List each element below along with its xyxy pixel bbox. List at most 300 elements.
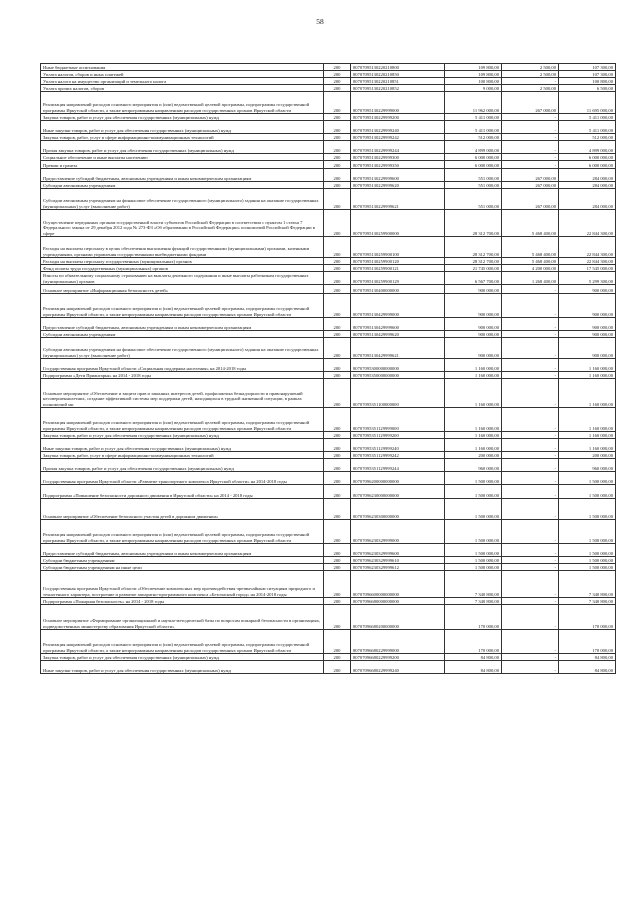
row-amount-cell: 551 000,00: [445, 169, 502, 182]
row-total-cell: 22 844 300,00: [559, 237, 616, 258]
row-kbk-cell: 80707096230329999600: [351, 544, 445, 557]
row-amount-cell: 6 000 000,00: [445, 161, 502, 169]
row-change-cell: -: [502, 661, 559, 674]
row-amount-cell: 1 160 000,00: [445, 439, 502, 452]
row-amount-cell: 1 500 000,00: [445, 499, 502, 520]
row-kbk-cell: 80707095130229999240: [351, 121, 445, 134]
row-name-cell: Основное мероприятие «Формирование организационной и научно-методической базы по вопросам пожарной безопасности в организациях, подведомственных министерству образования Иркутской области»: [41, 605, 324, 630]
table-row: [41, 459, 616, 472]
row-code-cell: 200: [324, 294, 351, 318]
row-name-cell: Реализация направлений расходов основного мероприятия и (или) ведомственной целевой программы, подпрограммы государственной программы Иркутской области, а также непрограммным направлениям расходов государственных органов Иркутской области: [41, 520, 324, 544]
row-code-cell: 200: [324, 359, 351, 372]
row-total-cell: 1 500 000,00: [559, 544, 616, 557]
row-kbk-cell: 80707096230329999610: [351, 557, 445, 564]
row-name-cell: Прочая закупка товаров, работ и услуг для обеспечения государственных (муниципальных) нужд: [41, 459, 324, 472]
row-kbk-cell: 80707095130229999620: [351, 182, 445, 189]
row-amount-cell: 1 160 000,00: [445, 379, 502, 408]
row-kbk-cell: 80707095130429999620: [351, 331, 445, 338]
row-code-cell: 200: [324, 544, 351, 557]
table-row: [41, 71, 616, 78]
row-change-cell: -: [502, 338, 559, 359]
row-change-cell: 267 000,00: [502, 92, 559, 114]
row-amount-cell: 900 000,00: [445, 331, 502, 338]
row-code-cell: 200: [324, 472, 351, 485]
row-change-cell: 2 500,00: [502, 64, 559, 71]
table-row: [41, 379, 616, 408]
row-amount-cell: 4 899 000,00: [445, 141, 502, 154]
table-row: [41, 285, 616, 294]
row-amount-cell: 1 160 000,00: [445, 408, 502, 432]
row-name-cell: Реализация направлений расходов основного мероприятия и (или) ведомственной целевой программы, подпрограммы государственной программы Иркутской области, а также непрограммным направлениям расходов государственных органов Иркутской области: [41, 408, 324, 432]
row-kbk-cell: 80707095130229999200: [351, 114, 445, 121]
table-row: [41, 452, 616, 459]
row-name-cell: Подпрограмма «Повышение безопасности дорожного движения в Иркутской области» на 2014 - 2018 годы: [41, 485, 324, 499]
row-kbk-cell: 80707095130259900100: [351, 237, 445, 258]
row-total-cell: 1 160 000,00: [559, 359, 616, 372]
row-name-cell: Предоставление субсидий бюджетным, автономным учреждениям и иным некоммерческим организациям: [41, 169, 324, 182]
row-kbk-cell: 80707095130259900121: [351, 265, 445, 272]
table-row: [41, 485, 616, 499]
row-name-cell: Предоставление субсидий бюджетным, автономным учреждениям и иным некоммерческим организациям: [41, 318, 324, 331]
row-name-cell: Осуществление переданных органам государственной власти субъектов Российской Федерации в соответствии с пунктом 1 статьи 7 Федерального закона от 29 декабря 2012 года № 273-ФЗ «Об образовании в Российской Федерации» полномочий Российской Федерации в сфере: [41, 210, 324, 237]
table-row: [41, 499, 616, 520]
row-kbk-cell: 80707095130400000000: [351, 285, 445, 294]
row-change-cell: -: [502, 544, 559, 557]
table-row: [41, 85, 616, 92]
row-code-cell: 200: [324, 161, 351, 169]
row-code-cell: 200: [324, 452, 351, 459]
row-name-cell: Иные закупки товаров, работ и услуг для обеспечения государственных (муниципальных) нужд: [41, 661, 324, 674]
row-kbk-cell: 80707095130259900129: [351, 272, 445, 285]
row-amount-cell: 5 411 000,00: [445, 121, 502, 134]
row-change-cell: -: [502, 78, 559, 85]
row-name-cell: Уплата прочих налогов, сборов: [41, 85, 324, 92]
row-code-cell: 200: [324, 654, 351, 661]
row-amount-cell: 1 500 000,00: [445, 557, 502, 564]
row-change-cell: -: [502, 571, 559, 598]
row-amount-cell: 551 000,00: [445, 182, 502, 189]
row-kbk-cell: 80707095351129999242: [351, 452, 445, 459]
row-amount-cell: 960 000,00: [445, 459, 502, 472]
row-code-cell: 200: [324, 661, 351, 674]
row-amount-cell: 1 160 000,00: [445, 372, 502, 379]
row-total-cell: 284 000,00: [559, 169, 616, 182]
row-name-cell: Субсидии автономным учреждениям: [41, 331, 324, 338]
row-name-cell: Иные бюджетные ассигнования: [41, 64, 324, 71]
row-name-cell: Прочая закупка товаров, работ и услуг для обеспечения государственных (муниципальных) нужд: [41, 141, 324, 154]
row-total-cell: 1 500 000,00: [559, 557, 616, 564]
table-row: [41, 331, 616, 338]
row-change-cell: -: [502, 564, 559, 571]
table-row: [41, 114, 616, 121]
row-name-cell: Основное мероприятие «Информационная безопасность детей»: [41, 285, 324, 294]
row-code-cell: 200: [324, 571, 351, 598]
row-change-cell: 2 500,00: [502, 85, 559, 92]
row-name-cell: Подпрограмма «Пожарная безопасность» на 2014 - 2018 годы: [41, 598, 324, 605]
row-kbk-cell: 80707095130220210800: [351, 64, 445, 71]
row-total-cell: 900 000,00: [559, 331, 616, 338]
row-total-cell: 22 844 300,00: [559, 258, 616, 265]
row-amount-cell: 1 500 000,00: [445, 520, 502, 544]
row-total-cell: 1 500 000,00: [559, 499, 616, 520]
row-name-cell: Субсидии автономным учреждениям на финансовое обеспечение государственного (муниципального) задания на оказание государственных (муниципальных) услуг (выполнение работ): [41, 189, 324, 210]
table-row: [41, 121, 616, 134]
row-code-cell: 200: [324, 318, 351, 331]
row-amount-cell: 900 000,00: [445, 318, 502, 331]
row-total-cell: 1 160 000,00: [559, 432, 616, 439]
table-row: [41, 92, 616, 114]
row-total-cell: 1 160 000,00: [559, 408, 616, 432]
row-code-cell: 200: [324, 154, 351, 161]
row-total-cell: 900 000,00: [559, 338, 616, 359]
row-code-cell: 200: [324, 520, 351, 544]
table-row: [41, 237, 616, 258]
row-total-cell: 170 000,00: [559, 605, 616, 630]
table-row: [41, 564, 616, 571]
row-amount-cell: 6 567 700,00: [445, 272, 502, 285]
row-amount-cell: 5 411 000,00: [445, 114, 502, 121]
row-code-cell: 200: [324, 564, 351, 571]
row-amount-cell: 21 745 000,00: [445, 265, 502, 272]
row-kbk-cell: 80707095351129999200: [351, 432, 445, 439]
row-change-cell: -: [502, 318, 559, 331]
row-amount-cell: 900 000,00: [445, 338, 502, 359]
row-change-cell: -: [502, 114, 559, 121]
row-total-cell: 5 411 000,00: [559, 114, 616, 121]
row-name-cell: Государственная программа Иркутской области «Развитие транспортного комплекса Иркутской области» на 2014-2018 годы: [41, 472, 324, 485]
row-name-cell: Иные закупки товаров, работ и услуг для обеспечения государственных (муниципальных) нужд: [41, 121, 324, 134]
row-code-cell: 200: [324, 630, 351, 654]
row-change-cell: 267 000,00: [502, 189, 559, 210]
row-kbk-cell: 80707096200000000000: [351, 472, 445, 485]
row-kbk-cell: 80707095130429999621: [351, 338, 445, 359]
row-amount-cell: 170 000,00: [445, 605, 502, 630]
row-change-cell: -: [502, 520, 559, 544]
row-total-cell: 1 160 000,00: [559, 439, 616, 452]
row-change-cell: -: [502, 154, 559, 161]
row-kbk-cell: 80707095351129999244: [351, 459, 445, 472]
row-kbk-cell: 80707096230300000000: [351, 499, 445, 520]
row-kbk-cell: 80707095351129999000: [351, 408, 445, 432]
row-total-cell: 512 000,00: [559, 134, 616, 141]
row-total-cell: 1 500 000,00: [559, 564, 616, 571]
row-change-cell: -: [502, 141, 559, 154]
row-amount-cell: 7 340 800,00: [445, 598, 502, 605]
row-code-cell: 200: [324, 64, 351, 71]
row-kbk-cell: 80707096680229999240: [351, 661, 445, 674]
row-amount-cell: 6 000 000,00: [445, 154, 502, 161]
row-name-cell: Реализация направлений расходов основного мероприятия и (или) ведомственной целевой программы, подпрограммы государственной программы Иркутской области, а также непрограммным направлениям расходов государственных органов Иркутской области: [41, 630, 324, 654]
row-code-cell: 200: [324, 338, 351, 359]
row-code-cell: 200: [324, 598, 351, 605]
row-code-cell: 200: [324, 189, 351, 210]
row-kbk-cell: 80707095130229999600: [351, 169, 445, 182]
row-amount-cell: 1 500 000,00: [445, 564, 502, 571]
table-row: [41, 189, 616, 210]
row-amount-cell: 100 800,00: [445, 78, 502, 85]
row-name-cell: Закупка товаров, работ и услуг для обеспечения государственных (муниципальных) нужд: [41, 432, 324, 439]
row-name-cell: Субсидии автономным учреждениям: [41, 182, 324, 189]
table-row: [41, 598, 616, 605]
row-kbk-cell: 80707095300000000000: [351, 359, 445, 372]
row-name-cell: Предоставление субсидий бюджетным, автономным учреждениям и иным некоммерческим организациям: [41, 544, 324, 557]
row-total-cell: 900 000,00: [559, 285, 616, 294]
row-code-cell: 200: [324, 265, 351, 272]
row-code-cell: 200: [324, 85, 351, 92]
row-code-cell: 200: [324, 210, 351, 237]
row-code-cell: 200: [324, 272, 351, 285]
row-change-cell: 2 500,00: [502, 71, 559, 78]
row-change-cell: -: [502, 630, 559, 654]
row-kbk-cell: 80707095130229999350: [351, 161, 445, 169]
row-total-cell: 170 000,00: [559, 630, 616, 654]
row-total-cell: 5 411 000,00: [559, 121, 616, 134]
row-change-cell: 5 468 400,00: [502, 237, 559, 258]
table-row: [41, 141, 616, 154]
row-amount-cell: 1 500 000,00: [445, 485, 502, 499]
table-row: [41, 318, 616, 331]
row-kbk-cell: 80707095130229999000: [351, 92, 445, 114]
table-row: [41, 557, 616, 564]
row-kbk-cell: 80707096230000000000: [351, 485, 445, 499]
row-amount-cell: 1 160 000,00: [445, 359, 502, 372]
row-amount-cell: 1 160 000,00: [445, 432, 502, 439]
row-name-cell: Закупка товаров, работ и услуг для обеспечения государственных (муниципальных) нужд: [41, 654, 324, 661]
row-total-cell: 1 160 000,00: [559, 372, 616, 379]
row-name-cell: Взносы по обязательному социальному страхованию на выплаты денежного содержания и иные выплаты работникам государственных (муниципальных) органов: [41, 272, 324, 285]
row-total-cell: 1 500 000,00: [559, 472, 616, 485]
row-change-cell: 267 000,00: [502, 182, 559, 189]
row-change-cell: -: [502, 379, 559, 408]
row-name-cell: Социальное обеспечение и иные выплаты населению: [41, 154, 324, 161]
row-change-cell: 267 000,00: [502, 169, 559, 182]
row-code-cell: 200: [324, 499, 351, 520]
table-row: [41, 169, 616, 182]
table-row: [41, 544, 616, 557]
table-row: [41, 654, 616, 661]
row-code-cell: 200: [324, 285, 351, 294]
row-kbk-cell: 80707096680000000000: [351, 598, 445, 605]
table-row: [41, 605, 616, 630]
table-row: [41, 210, 616, 237]
row-total-cell: 6 500,00: [559, 85, 616, 92]
row-total-cell: 7 340 800,00: [559, 598, 616, 605]
table-row: [41, 432, 616, 439]
row-change-cell: -: [502, 499, 559, 520]
row-total-cell: 960 000,00: [559, 459, 616, 472]
row-code-cell: 200: [324, 114, 351, 121]
row-kbk-cell: 80707095350000000000: [351, 372, 445, 379]
row-total-cell: 11 695 000,00: [559, 92, 616, 114]
row-amount-cell: 109 800,00: [445, 71, 502, 78]
row-name-cell: Премии и гранты: [41, 161, 324, 169]
table-row: [41, 571, 616, 598]
row-name-cell: Реализация направлений расходов основного мероприятия и (или) ведомственной целевой программы, подпрограммы государственной программы Иркутской области, а также непрограммным направлениям расходов государственных органов Иркутской области: [41, 294, 324, 318]
row-name-cell: Иные закупки товаров, работ и услуг для обеспечения государственных (муниципальных) нужд: [41, 439, 324, 452]
row-change-cell: -: [502, 161, 559, 169]
row-kbk-cell: 80707095130259900120: [351, 258, 445, 265]
row-code-cell: 200: [324, 237, 351, 258]
table-row: [41, 439, 616, 452]
row-code-cell: 200: [324, 459, 351, 472]
table-row: [41, 258, 616, 265]
row-change-cell: -: [502, 331, 559, 338]
row-amount-cell: 200 000,00: [445, 452, 502, 459]
budget-table-body: [41, 64, 616, 674]
row-code-cell: 200: [324, 134, 351, 141]
row-code-cell: 200: [324, 258, 351, 265]
row-amount-cell: 84 800,00: [445, 661, 502, 674]
row-name-cell: Расходы на выплаты персоналу в целях обеспечения выполнения функций государственными (муниципальными) органами, казенными учреждениями, органами управления государственными внебюджетными фондами: [41, 237, 324, 258]
row-code-cell: 200: [324, 379, 351, 408]
row-name-cell: Закупка товаров, работ, услуг в сфере информационно-коммуникационных технологий: [41, 452, 324, 459]
row-name-cell: Государственная программа Иркутской области «Социальная поддержка населения» на 2014-2018 годы: [41, 359, 324, 372]
row-total-cell: 6 000 000,00: [559, 161, 616, 169]
table-row: [41, 661, 616, 674]
row-amount-cell: 512 000,00: [445, 134, 502, 141]
table-row: [41, 161, 616, 169]
table-row: [41, 64, 616, 71]
row-change-cell: 5 468 400,00: [502, 210, 559, 237]
row-amount-cell: 9 000,00: [445, 85, 502, 92]
table-row: [41, 272, 616, 285]
row-name-cell: Основное мероприятие «Обеспечение безопасного участия детей в дорожном движении»: [41, 499, 324, 520]
row-amount-cell: 11 962 000,00: [445, 92, 502, 114]
row-code-cell: 200: [324, 439, 351, 452]
row-code-cell: 200: [324, 71, 351, 78]
row-total-cell: 107 300,00: [559, 71, 616, 78]
row-code-cell: 200: [324, 121, 351, 134]
row-total-cell: 200 000,00: [559, 452, 616, 459]
row-change-cell: -: [502, 598, 559, 605]
row-name-cell: Подпрограмма «Дети Приангарья» на 2014 - 2018 годы: [41, 372, 324, 379]
row-name-cell: Закупка товаров, работ и услуг для обеспечения государственных (муниципальных) нужд: [41, 114, 324, 121]
row-name-cell: Субсидии бюджетным учреждениям: [41, 557, 324, 564]
row-total-cell: 900 000,00: [559, 318, 616, 331]
row-amount-cell: 1 500 000,00: [445, 544, 502, 557]
row-change-cell: -: [502, 432, 559, 439]
row-total-cell: 4 899 000,00: [559, 141, 616, 154]
table-row: [41, 359, 616, 372]
row-code-cell: 200: [324, 78, 351, 85]
table-row: [41, 338, 616, 359]
row-name-cell: Уплата налога на имущество организаций и земельного налога: [41, 78, 324, 85]
table-row: [41, 154, 616, 161]
row-name-cell: Реализация направлений расходов основного мероприятия и (или) ведомственной целевой программы, подпрограммы государственной программы Иркутской области, а также непрограммным направлениям расходов государственных органов Иркутской области: [41, 92, 324, 114]
table-row: [41, 182, 616, 189]
table-row: [41, 520, 616, 544]
row-change-cell: -: [502, 294, 559, 318]
budget-table: [40, 63, 616, 674]
row-amount-cell: 28 312 700,00: [445, 210, 502, 237]
row-kbk-cell: 80707096680229999000: [351, 630, 445, 654]
row-code-cell: 200: [324, 182, 351, 189]
table-row: [41, 630, 616, 654]
row-kbk-cell: 80707096680229999200: [351, 654, 445, 661]
table-row: [41, 408, 616, 432]
row-total-cell: 84 800,00: [559, 661, 616, 674]
row-code-cell: 200: [324, 432, 351, 439]
row-change-cell: -: [502, 372, 559, 379]
row-code-cell: 200: [324, 141, 351, 154]
row-change-cell: -: [502, 439, 559, 452]
row-change-cell: -: [502, 408, 559, 432]
row-kbk-cell: 80707095130229999242: [351, 134, 445, 141]
row-name-cell: Основное мероприятие «Обеспечение и защита прав и законных интересов детей, профилактика безнадзорности и правонарушений несовершеннолетних, создание эффективной системы мер поддержки детей, находящихся в трудной жизненной ситуации, в рамках полномочий ми: [41, 379, 324, 408]
row-amount-cell: 551 000,00: [445, 189, 502, 210]
row-code-cell: 200: [324, 372, 351, 379]
row-kbk-cell: 80707096230329999612: [351, 564, 445, 571]
row-kbk-cell: 80707095130259900000: [351, 210, 445, 237]
row-kbk-cell: 80707095130429999000: [351, 294, 445, 318]
row-change-cell: -: [502, 285, 559, 294]
row-amount-cell: 109 800,00: [445, 64, 502, 71]
row-change-cell: -: [502, 485, 559, 499]
row-name-cell: Фонд оплаты труда государственных (муниципальных) органов: [41, 265, 324, 272]
row-total-cell: 284 000,00: [559, 189, 616, 210]
row-kbk-cell: 80707096680200000000: [351, 605, 445, 630]
row-change-cell: 1 268 400,00: [502, 272, 559, 285]
row-total-cell: 1 500 000,00: [559, 520, 616, 544]
row-code-cell: 200: [324, 485, 351, 499]
row-amount-cell: 28 312 700,00: [445, 258, 502, 265]
row-change-cell: -: [502, 605, 559, 630]
row-code-cell: 200: [324, 92, 351, 114]
row-kbk-cell: 80707095130220210852: [351, 85, 445, 92]
row-change-cell: -: [502, 121, 559, 134]
row-code-cell: 200: [324, 169, 351, 182]
row-total-cell: 22 844 300,00: [559, 210, 616, 237]
row-amount-cell: 84 800,00: [445, 654, 502, 661]
table-row: [41, 78, 616, 85]
row-code-cell: 200: [324, 331, 351, 338]
row-kbk-cell: 80707095130220210850: [351, 71, 445, 78]
row-code-cell: 200: [324, 605, 351, 630]
row-amount-cell: 900 000,00: [445, 285, 502, 294]
row-name-cell: Государственная программа Иркутской области «Обеспечение комплексных мер противодействия чрезвычайным ситуациям природного и техногенного характера, построение и развитие аппаратно-программного комплекса «Безопасный город» на 2014-2018 годы: [41, 571, 324, 598]
page-number: 58: [316, 17, 324, 26]
row-kbk-cell: 80707096600000000000: [351, 571, 445, 598]
table-row: [41, 472, 616, 485]
table-row: [41, 294, 616, 318]
row-total-cell: 1 160 000,00: [559, 379, 616, 408]
row-amount-cell: 900 000,00: [445, 294, 502, 318]
row-total-cell: 6 000 000,00: [559, 154, 616, 161]
row-change-cell: -: [502, 359, 559, 372]
row-kbk-cell: 80707095351129999240: [351, 439, 445, 452]
row-change-cell: -: [502, 452, 559, 459]
row-name-cell: Уплата налогов, сборов и иных платежей: [41, 71, 324, 78]
row-kbk-cell: 80707095130429999600: [351, 318, 445, 331]
row-code-cell: 200: [324, 557, 351, 564]
row-name-cell: Субсидии автономным учреждениям на финансовое обеспечение государственного (муниципального) задания на оказание государственных (муниципальных) услуг (выполнение работ): [41, 338, 324, 359]
row-change-cell: 5 468 400,00: [502, 258, 559, 265]
row-amount-cell: 28 312 700,00: [445, 237, 502, 258]
row-amount-cell: 7 340 800,00: [445, 571, 502, 598]
row-kbk-cell: 80707095130229999300: [351, 154, 445, 161]
row-change-cell: -: [502, 472, 559, 485]
table-row: [41, 134, 616, 141]
row-total-cell: 84 800,00: [559, 654, 616, 661]
row-total-cell: 17 545 000,00: [559, 265, 616, 272]
row-name-cell: Закупка товаров, работ, услуг в сфере информационно-коммуникационных технологий: [41, 134, 324, 141]
row-total-cell: 900 000,00: [559, 294, 616, 318]
row-kbk-cell: 80707096230329999000: [351, 520, 445, 544]
row-total-cell: 100 800,00: [559, 78, 616, 85]
row-change-cell: 4 200 000,00: [502, 265, 559, 272]
table-row: [41, 372, 616, 379]
row-total-cell: 5 299 300,00: [559, 272, 616, 285]
